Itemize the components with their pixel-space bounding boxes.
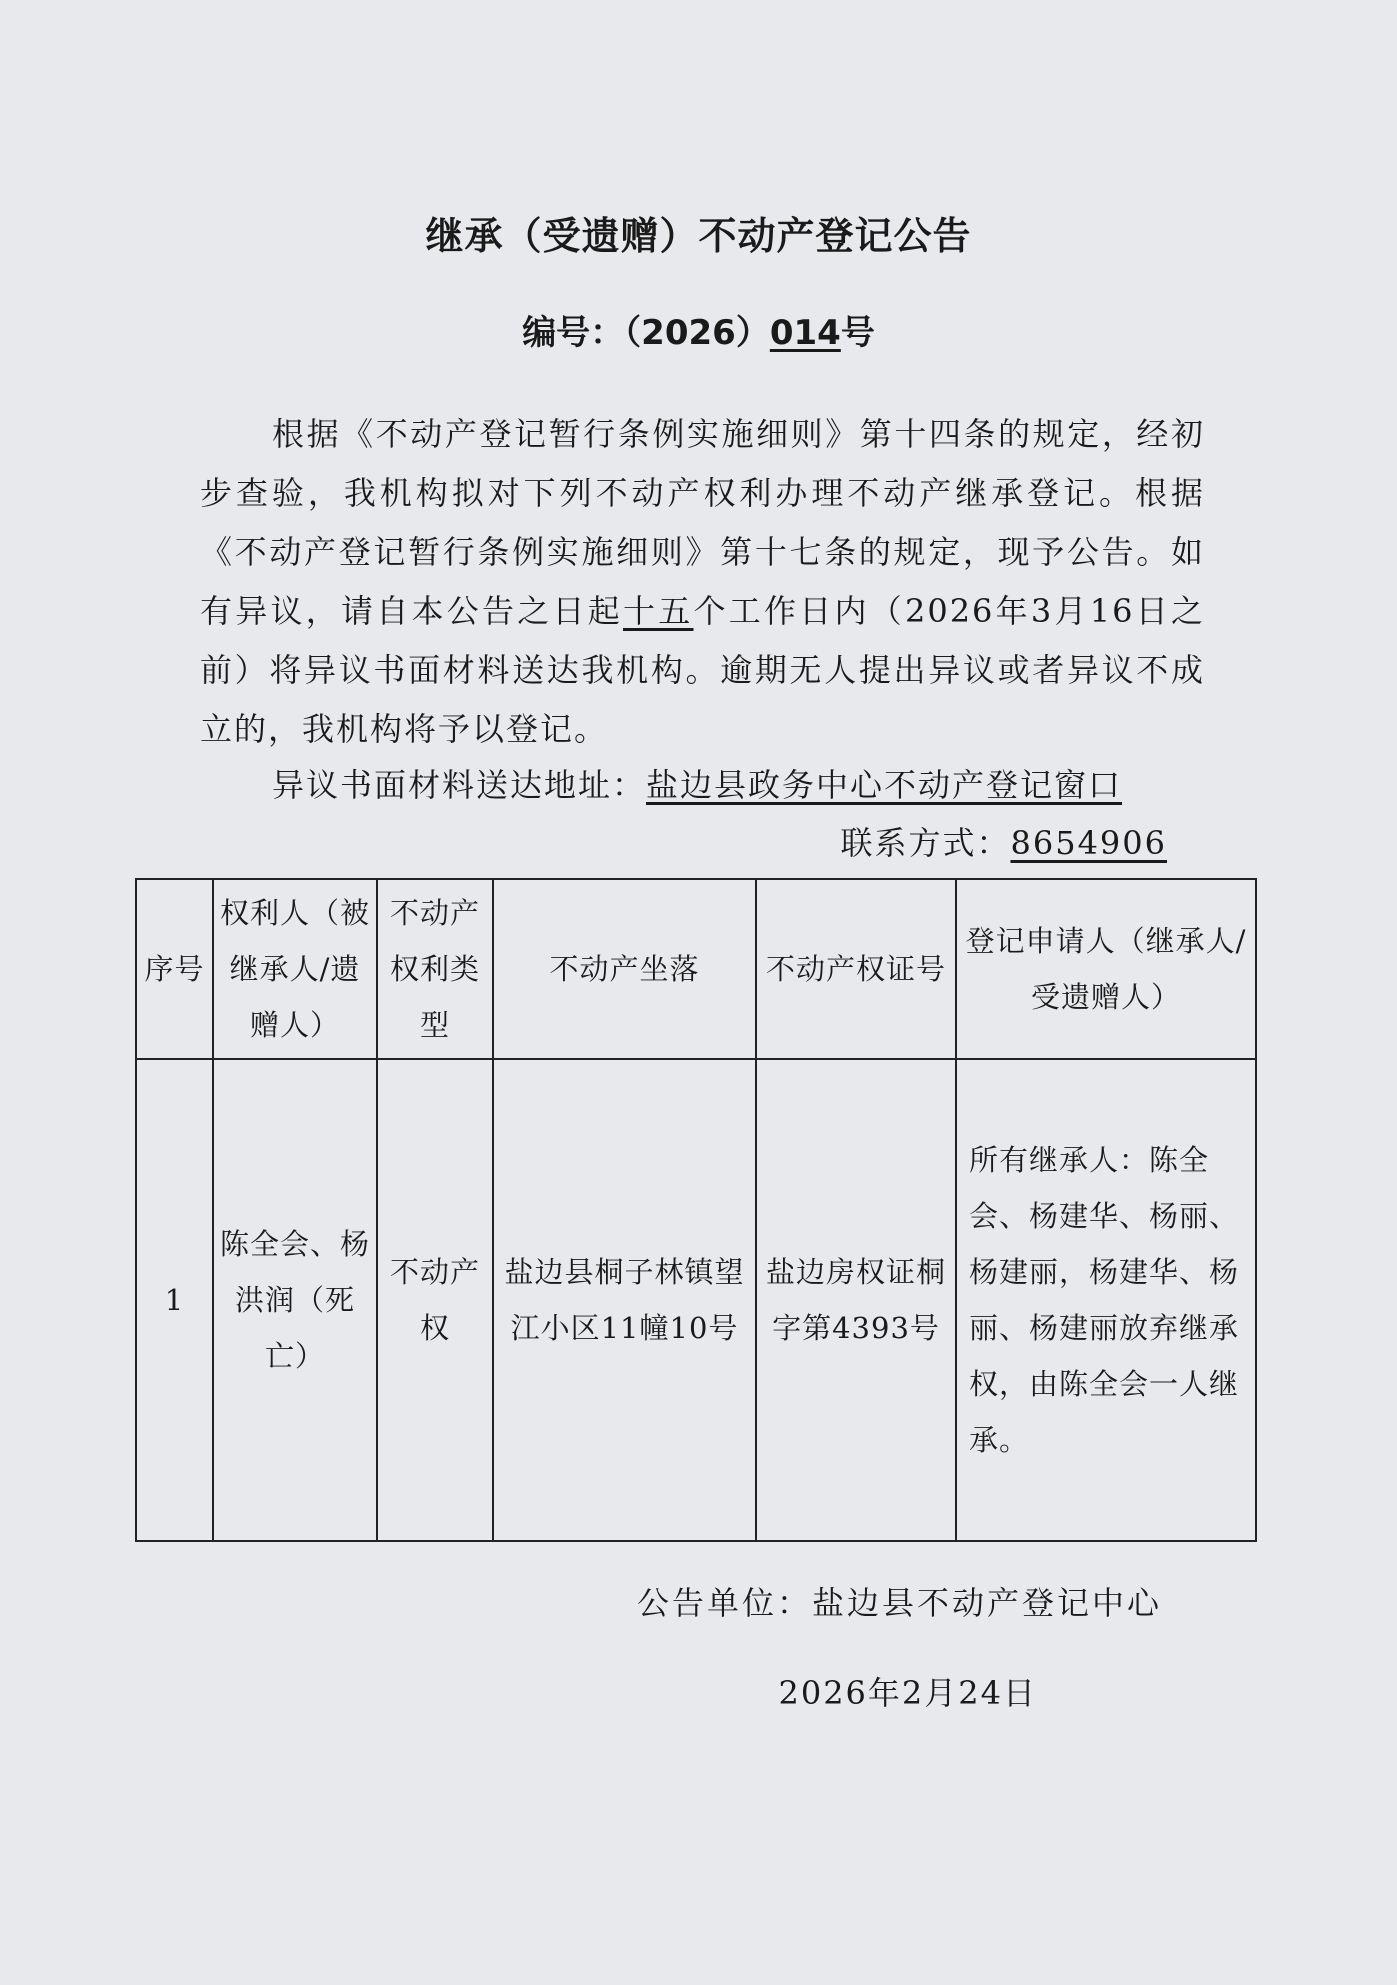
table-row (136, 1059, 1256, 1541)
cell-holder: 陈全会、杨洪润（死亡） (213, 1059, 377, 1541)
cell-certificate: 盐边房权证桐字第4393号 (756, 1059, 956, 1541)
header-certificate: 不动产权证号 (756, 879, 956, 1059)
notice-body (200, 405, 1205, 759)
notice-number (0, 305, 1397, 354)
header-applicant: 登记申请人（继承人/受遗赠人） (956, 879, 1256, 1059)
paragraph-text-2: 个工作日内（2026年3月16日之前）将异议书面材料送达我机构。逾期无人提出异议或者异议不成立的，我机构将予以登记。 (200, 592, 1205, 748)
header-location: 不动产坐落 (493, 879, 756, 1059)
header-right-type: 不动产权利类型 (377, 879, 493, 1059)
cell-right-type: 不动产权 (377, 1059, 493, 1541)
issuing-unit-label: 公告单位： (636, 1584, 812, 1622)
header-index: 序号 (136, 879, 213, 1059)
objection-address (272, 760, 1122, 806)
registration-table (135, 878, 1257, 1542)
page-title: 继承（受遗赠）不动产登记公告 (425, 214, 972, 258)
issuing-unit (637, 1578, 1162, 1624)
notice-number-suffix: 号 (840, 313, 875, 353)
notice-number-prefix: 编号：（2026） (522, 313, 770, 353)
cell-index: 1 (136, 1059, 213, 1541)
cell-location: 盐边县桐子林镇望江小区11幢10号 (493, 1059, 756, 1541)
address-value: 盐边县政务中心不动产登记窗口 (646, 766, 1123, 804)
issuing-unit-value: 盐边县不动产登记中心 (811, 1584, 1162, 1622)
header-holder: 权利人（被继承人/遗赠人） (213, 879, 377, 1059)
paragraph-text-1: 根据《不动产登记暂行条例实施细则》第十四条的规定，经初步查验，我机构拟对下列不动产权利办理不动产继承登记。根据《不动产登记暂行条例实施细则》第十七条的规定，现予公告。如有异议，请自本公告之日起 (200, 415, 1205, 630)
table-header-row (136, 879, 1256, 1059)
paragraph-deadline-days: 十五 (622, 592, 694, 630)
address-label: 异议书面材料送达地址： (272, 766, 647, 804)
notice-paragraph (200, 405, 1205, 759)
contact-info (840, 818, 1167, 864)
issue-date: 2026年2月24日 (778, 1674, 1037, 1712)
notice-number-value: 014 (769, 313, 841, 353)
contact-label: 联系方式： (840, 824, 1011, 862)
cell-applicant: 所有继承人：陈全会、杨建华、杨丽、杨建丽，杨建华、杨丽、杨建丽放弃继承权，由陈全会一人继承。 (956, 1059, 1256, 1541)
contact-value: 8654906 (1010, 824, 1167, 862)
